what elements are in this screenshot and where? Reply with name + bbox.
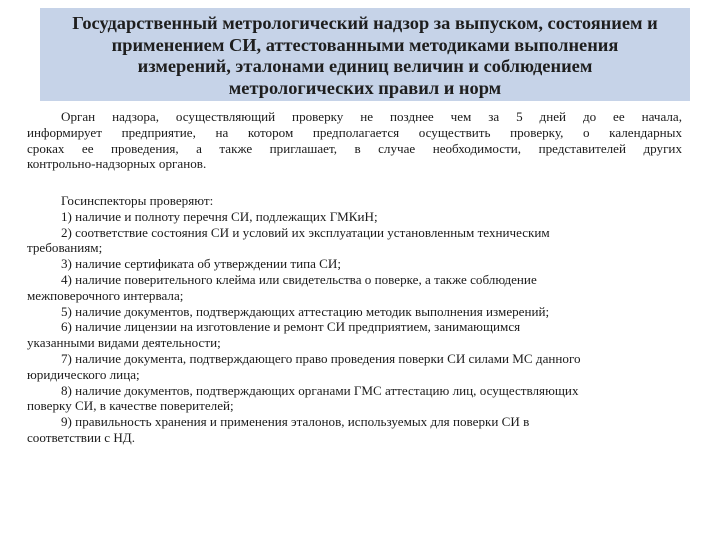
checklist-item: 1) наличие и полноту перечня СИ, подлежащих ГМКиН; (61, 208, 378, 224)
checklist-item: 4) наличие поверительного клейма или свидетельства о поверке, а также соблюдение (61, 271, 537, 287)
checklist-item: 7) наличие документа, подтверждающего право проведения поверки СИ силами МС данного (61, 350, 581, 366)
checklist-item-continuation: юридического лица; (27, 366, 140, 382)
title-banner (40, 8, 690, 101)
intro-line: сроках ее проведения, а также приглашает, в случае необходимости, представителей других (27, 140, 682, 156)
checklist-item: 9) правильность хранения и применения эталонов, используемых для поверки СИ в (61, 414, 530, 430)
checklist-item-continuation: соответствии с НД. (27, 429, 136, 445)
checklist-item-continuation: требованиям; (27, 240, 103, 256)
checklist-item: 8) наличие документов, подтверждающих органами ГМС аттестацию лиц, осуществляющих (61, 382, 579, 398)
intro-line: информирует предприятие, на котором предполагается осуществить проверку, о календарных (27, 124, 682, 140)
title-line: измерений, эталонами единиц величин и соблюдением (137, 56, 593, 76)
intro-paragraph (27, 109, 682, 172)
checklist-item-continuation: указанными видами деятельности; (27, 335, 221, 351)
intro-line: контрольно-надзорных органов. (27, 156, 207, 172)
title-line: Государственный метрологический надзор за выпуском, состоянием и (72, 13, 658, 33)
checklist-item: 2) соответствие состояния СИ и условий их эксплуатации установленным техническим (61, 224, 550, 240)
intro-line: Орган надзора, осуществляющий проверку не позднее чем за 5 дней до ее начала, (61, 109, 682, 124)
checklist-item: 6) наличие лицензии на изготовление и ремонт СИ предприятием, занимающимся (61, 319, 521, 335)
checklist-item: 5) наличие документов, подтверждающих аттестацию методик выполнения измерений; (61, 303, 550, 319)
title-line: применением СИ, аттестованными методиками выполнения (111, 34, 619, 55)
inspection-checklist (27, 193, 682, 446)
title-line: метрологических правил и норм (228, 77, 502, 98)
checklist-item-continuation: межповерочного интервала; (27, 287, 184, 303)
checklist-item: 3) наличие сертификата об утверждении типа СИ; (61, 256, 341, 272)
checklist-item-continuation: поверку СИ, в качестве поверителей; (27, 398, 234, 414)
checklist-heading: Госинспекторы проверяют: (61, 193, 214, 208)
